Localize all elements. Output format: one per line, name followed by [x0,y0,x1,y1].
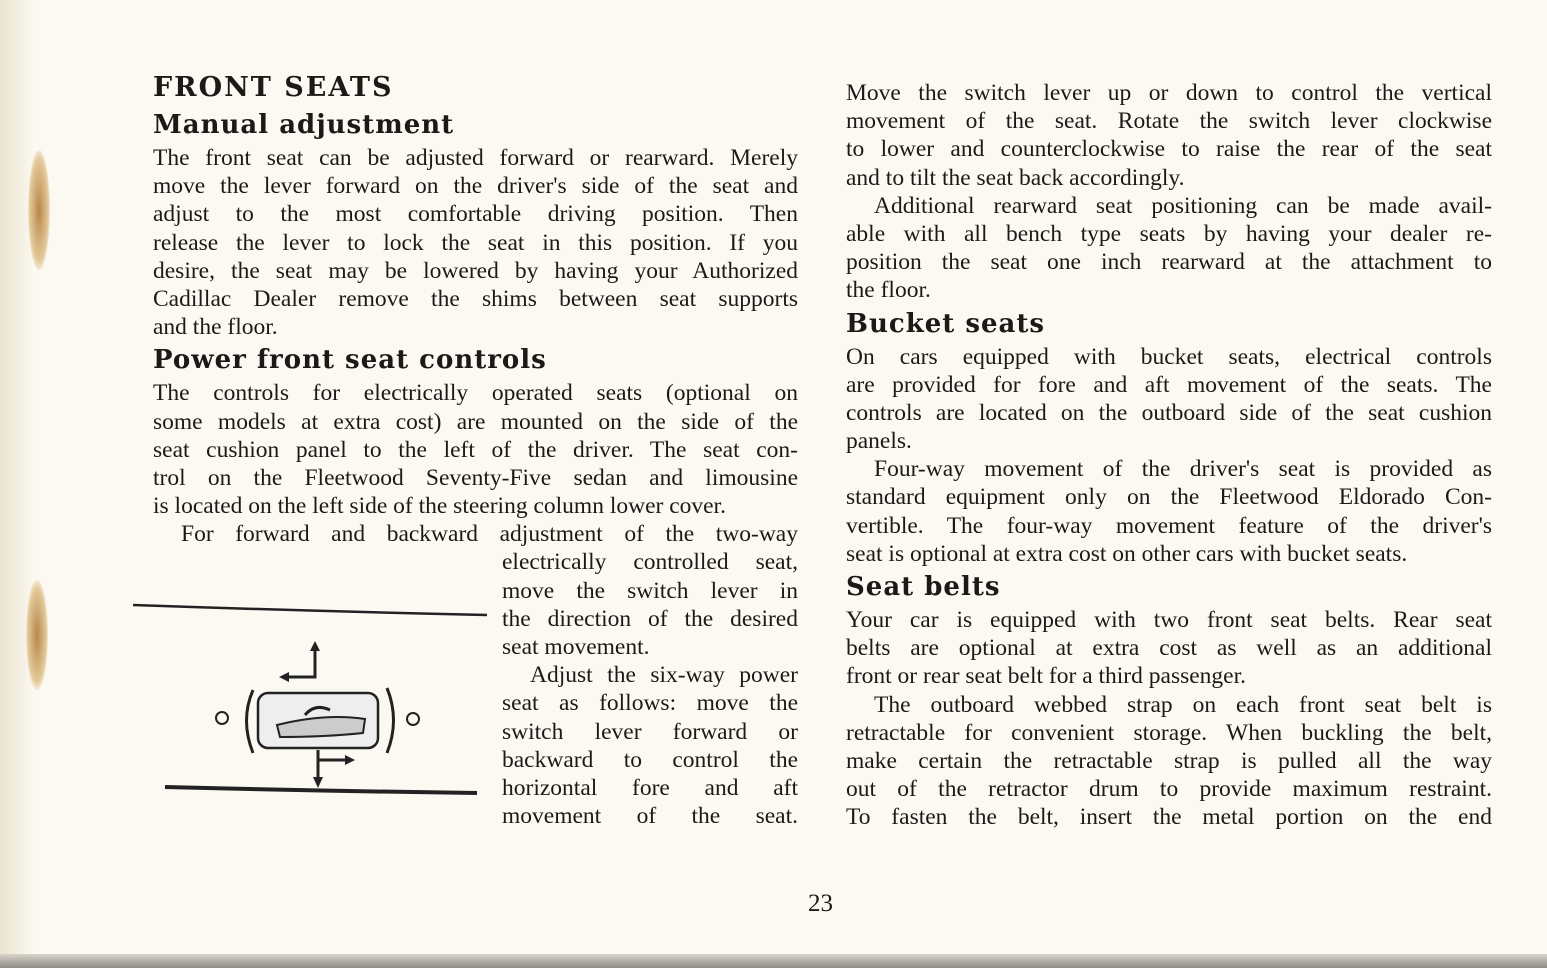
text-line: trol on the Fleetwood Seventy-Five sedan and limousine [153,464,798,491]
text-line: For forward and backward adjustment of the two-way [181,521,798,548]
text-line: desire, the seat may be lowered by having your Authorized [153,257,798,284]
text-line: belts are optional at extra cost as well as an additional [846,635,1492,662]
text-line: out of the retractor drum to provide maximum restraint. [846,776,1492,803]
text-line: seat cushion panel to the left of the driver. The seat con- [153,436,798,463]
text-line: position the seat one inch rearward at the attachment to [846,249,1492,276]
text-line: to lower and counterclockwise to raise the rear of the seat [846,136,1492,163]
section-heading: Seat belts [846,572,1001,602]
text-line: Move the switch lever up or down to control the vertical [846,80,1492,106]
text-line: the direction of the desired [502,605,798,632]
text-line: move the switch lever in [502,577,798,604]
section-heading: Manual adjustment [153,110,455,140]
text-line: able with all bench type seats by having your dealer re- [846,220,1492,247]
text-line: Cadillac Dealer remove the shims between seat supports [153,285,798,312]
section-title: FRONT SEATS [153,72,394,103]
paragraph [846,192,1492,305]
text-line: panels. [846,428,912,455]
text-line: seat movement. [502,634,650,660]
text-line: To fasten the belt, insert the metal portion on the end [846,804,1492,831]
text-line: front or rear seat belt for a third passenger. [846,663,1246,690]
text-line: some models at extra cost) are mounted on the side of the [153,408,798,435]
text-line: movement of the seat. [502,803,798,830]
text-line: seat is optional at extra cost on other cars with bucket seats. [846,540,1408,567]
text-line: horizontal fore and aft [502,774,798,801]
paper-stain [26,580,48,690]
paragraph [846,455,1492,568]
section-heading: Power front seat controls [153,345,547,376]
text-line: is located on the left side of the steering column lower cover. [153,493,726,520]
paragraph [846,79,1492,192]
text-line: and to tilt the seat back accordingly. [846,164,1185,191]
text-line: Adjust the six-way power [530,662,798,689]
text-line: controls are located on the outboard side of the seat cushion [846,399,1492,426]
text-line: release the lever to lock the seat in this position. If you [153,229,798,256]
text-line: Additional rearward seat positioning can be made avail- [874,192,1492,219]
text-line: vertible. The four-way movement feature of the driver's [846,512,1492,539]
text-line: Four-way movement of the driver's seat is provided as [874,456,1492,483]
text-line: seat as follows: move the [502,690,798,717]
paragraph [846,343,1492,456]
text-line: electrically controlled seat, [502,549,798,576]
paragraph [153,144,798,341]
paragraph [846,691,1492,832]
text-line: the floor. [846,277,931,304]
text-line: are provided for fore and aft movement of the seats. The [846,371,1492,398]
text-line: movement of the seat. Rotate the switch lever clockwise [846,108,1492,135]
text-line: Your car is equipped with two front seat belts. Rear seat [846,607,1492,633]
text-line: make certain the retractable strap is pulled all the way [846,747,1492,774]
seat-switch-illustration [125,585,495,815]
page-bottom-edge [0,954,1547,968]
text-line: switch lever forward or [502,718,798,745]
text-line: adjust to the most comfortable driving position. Then [153,201,798,228]
text-line: The front seat can be adjusted forward or rearward. Merely [153,145,798,171]
text-line: move the lever forward on the driver's side of the seat and [153,173,798,200]
page-number: 23 [808,890,833,917]
paper-stain [28,150,50,270]
paragraph [153,379,798,520]
right-column [846,79,1492,832]
text-line: backward to control the [502,746,798,773]
page-edge [0,0,34,968]
text-line: The controls for electrically operated seats (optional on [153,380,798,407]
text-line: standard equipment only on the Fleetwood Eldorado Con- [846,484,1492,511]
text-line: The outboard webbed strap on each front seat belt is [874,691,1492,718]
text-line: On cars equipped with bucket seats, electrical controls [846,343,1492,370]
text-line: and the floor. [153,314,278,341]
paragraph [846,606,1492,691]
section-heading: Bucket seats [846,308,1046,339]
text-line: retractable for convenient storage. When buckling the belt, [846,719,1492,746]
